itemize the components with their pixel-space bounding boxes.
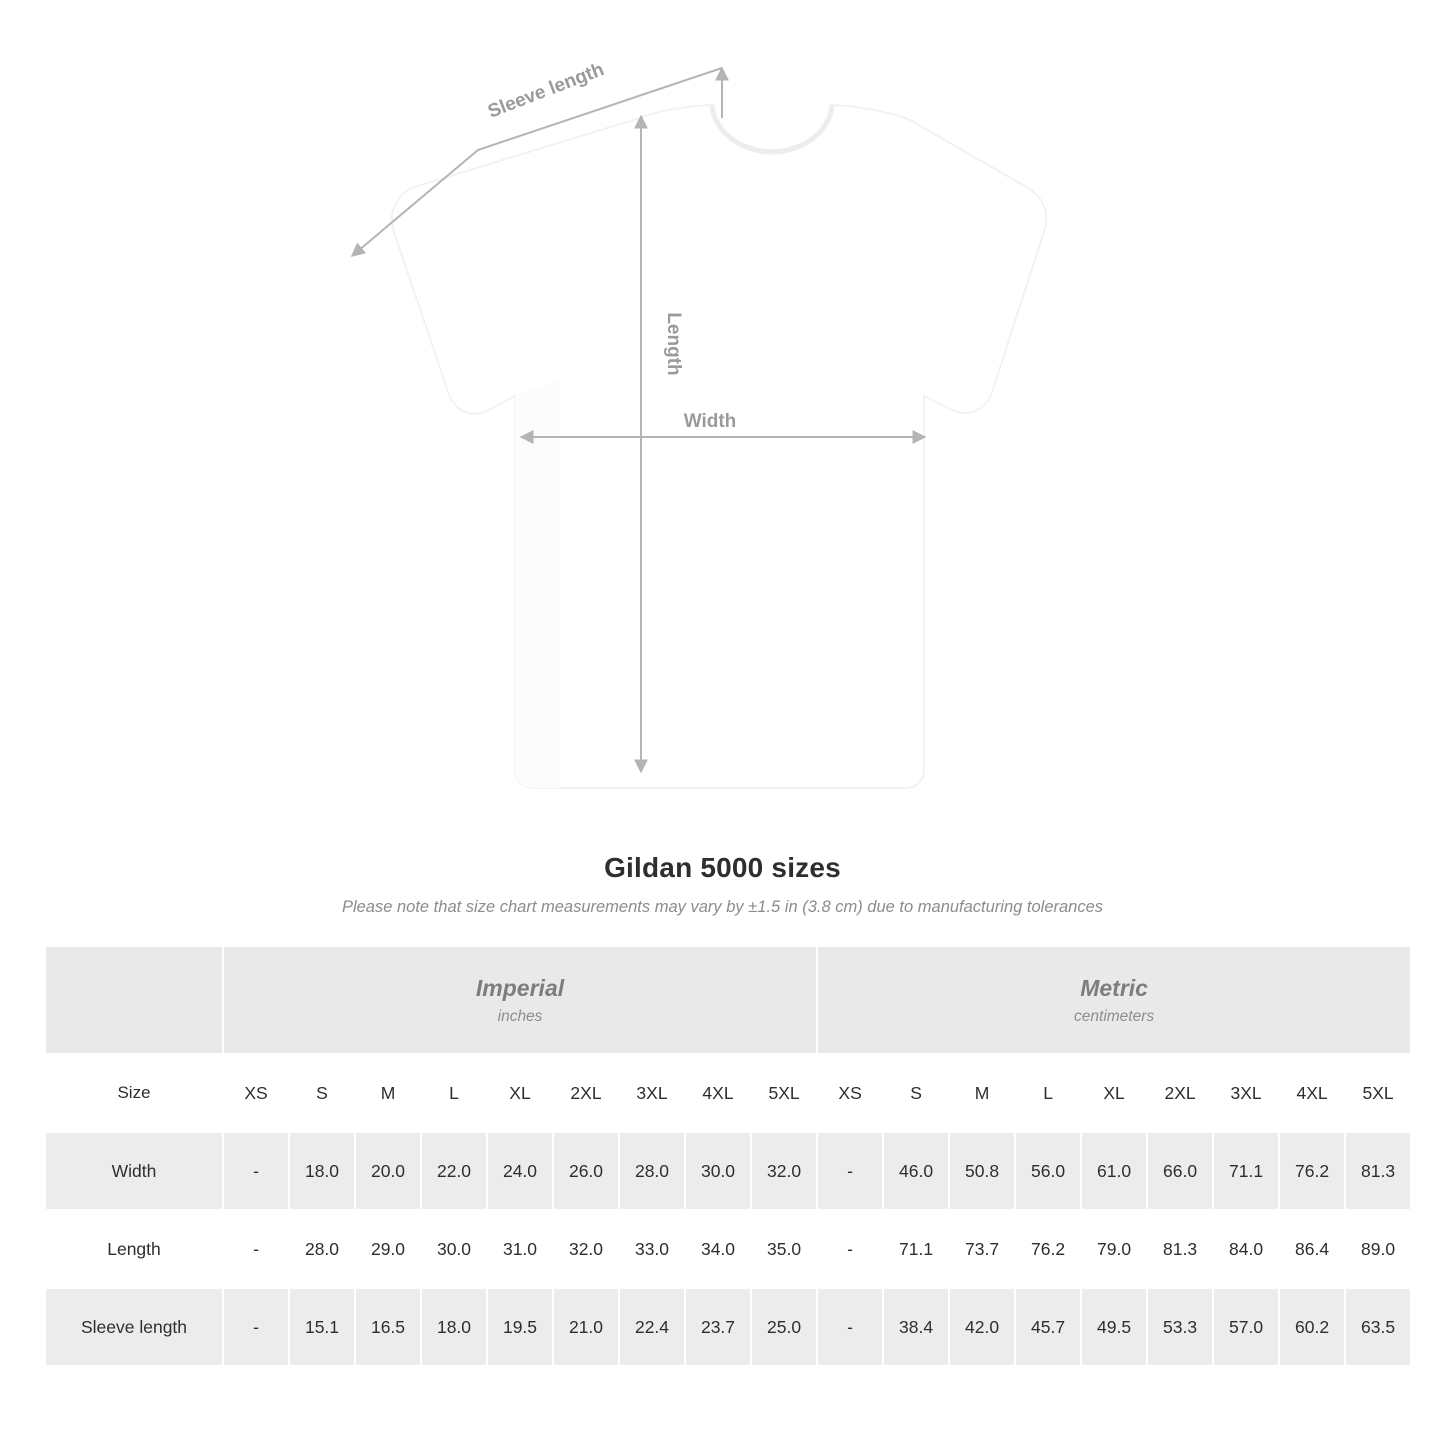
cell-width-imperial-2xl: 26.0 — [553, 1132, 619, 1210]
cell-length-imperial-4xl: 34.0 — [685, 1210, 751, 1288]
row-label-length: Length — [45, 1210, 223, 1288]
cell-sleeve-imperial-3xl: 22.4 — [619, 1288, 685, 1366]
unit-header-row — [45, 946, 1411, 1054]
cell-sleeve-metric-l: 45.7 — [1015, 1288, 1081, 1366]
cell-width-metric-s: 46.0 — [883, 1132, 949, 1210]
header-imperial-xl: XL — [487, 1054, 553, 1132]
cell-sleeve-imperial-xs: - — [223, 1288, 289, 1366]
sleeve-length-label: Sleeve length — [485, 59, 607, 123]
cell-sleeve-imperial-xl: 19.5 — [487, 1288, 553, 1366]
header-imperial-m: M — [355, 1054, 421, 1132]
cell-length-metric-m: 73.7 — [949, 1210, 1015, 1288]
header-metric-s: S — [883, 1054, 949, 1132]
header-imperial-5xl: 5XL — [751, 1054, 817, 1132]
header-imperial-xs: XS — [223, 1054, 289, 1132]
cell-length-imperial-5xl: 35.0 — [751, 1210, 817, 1288]
header-metric-xl: XL — [1081, 1054, 1147, 1132]
cell-length-imperial-l: 30.0 — [421, 1210, 487, 1288]
cell-width-metric-l: 56.0 — [1015, 1132, 1081, 1210]
header-size: Size — [45, 1054, 223, 1132]
cell-length-metric-3xl: 84.0 — [1213, 1210, 1279, 1288]
cell-sleeve-imperial-2xl: 21.0 — [553, 1288, 619, 1366]
size-table — [44, 945, 1412, 1367]
cell-width-metric-xs: - — [817, 1132, 883, 1210]
unit-header-spacer — [45, 946, 223, 1054]
cell-sleeve-metric-3xl: 57.0 — [1213, 1288, 1279, 1366]
header-metric-m: M — [949, 1054, 1015, 1132]
unit-header-metric — [817, 946, 1411, 1054]
cell-width-imperial-5xl: 32.0 — [751, 1132, 817, 1210]
cell-width-metric-m: 50.8 — [949, 1132, 1015, 1210]
cell-sleeve-imperial-m: 16.5 — [355, 1288, 421, 1366]
chart-title: Gildan 5000 sizes — [604, 852, 841, 883]
cell-width-metric-3xl: 71.1 — [1213, 1132, 1279, 1210]
table-row — [45, 1288, 1411, 1366]
cell-sleeve-imperial-5xl: 25.0 — [751, 1288, 817, 1366]
header-imperial-4xl: 4XL — [685, 1054, 751, 1132]
unit-sub-metric: centimeters — [1074, 1008, 1155, 1026]
row-label-width: Width — [45, 1132, 223, 1210]
cell-length-imperial-xl: 31.0 — [487, 1210, 553, 1288]
header-metric-4xl: 4XL — [1279, 1054, 1345, 1132]
row-label-sleeve-length: Sleeve length — [45, 1288, 223, 1366]
cell-sleeve-metric-5xl: 63.5 — [1345, 1288, 1411, 1366]
cell-width-imperial-xl: 24.0 — [487, 1132, 553, 1210]
cell-width-metric-2xl: 66.0 — [1147, 1132, 1213, 1210]
cell-width-metric-5xl: 81.3 — [1345, 1132, 1411, 1210]
cell-length-imperial-2xl: 32.0 — [553, 1210, 619, 1288]
cell-length-metric-xl: 79.0 — [1081, 1210, 1147, 1288]
cell-length-imperial-xs: - — [223, 1210, 289, 1288]
table-row — [45, 1210, 1411, 1288]
cell-width-imperial-xs: - — [223, 1132, 289, 1210]
cell-sleeve-metric-2xl: 53.3 — [1147, 1288, 1213, 1366]
cell-width-imperial-s: 18.0 — [289, 1132, 355, 1210]
header-metric-xs: XS — [817, 1054, 883, 1132]
cell-sleeve-imperial-4xl: 23.7 — [685, 1288, 751, 1366]
cell-length-imperial-s: 28.0 — [289, 1210, 355, 1288]
unit-header-imperial — [223, 946, 817, 1054]
cell-length-metric-xs: - — [817, 1210, 883, 1288]
cell-length-metric-l: 76.2 — [1015, 1210, 1081, 1288]
header-imperial-2xl: 2XL — [553, 1054, 619, 1132]
cell-length-metric-4xl: 86.4 — [1279, 1210, 1345, 1288]
cell-length-metric-5xl: 89.0 — [1345, 1210, 1411, 1288]
chart-note: Please note that size chart measurements may vary by ±1.5 in (3.8 cm) due to manufacturing tolerances — [341, 898, 1104, 916]
cell-length-imperial-m: 29.0 — [355, 1210, 421, 1288]
cell-length-imperial-3xl: 33.0 — [619, 1210, 685, 1288]
header-imperial-l: L — [421, 1054, 487, 1132]
cell-width-imperial-m: 20.0 — [355, 1132, 421, 1210]
header-metric-3xl: 3XL — [1213, 1054, 1279, 1132]
cell-width-metric-4xl: 76.2 — [1279, 1132, 1345, 1210]
cell-width-imperial-3xl: 28.0 — [619, 1132, 685, 1210]
size-header-row — [45, 1054, 1411, 1132]
cell-sleeve-metric-xs: - — [817, 1288, 883, 1366]
cell-sleeve-metric-xl: 49.5 — [1081, 1288, 1147, 1366]
header-metric-l: L — [1015, 1054, 1081, 1132]
header-metric-2xl: 2XL — [1147, 1054, 1213, 1132]
cell-sleeve-metric-m: 42.0 — [949, 1288, 1015, 1366]
cell-length-metric-2xl: 81.3 — [1147, 1210, 1213, 1288]
cell-sleeve-metric-s: 38.4 — [883, 1288, 949, 1366]
table-row — [45, 1132, 1411, 1210]
length-label: Length — [663, 312, 684, 376]
unit-sub-imperial: inches — [497, 1008, 543, 1026]
cell-length-metric-s: 71.1 — [883, 1210, 949, 1288]
header-imperial-s: S — [289, 1054, 355, 1132]
cell-sleeve-imperial-s: 15.1 — [289, 1288, 355, 1366]
cell-width-imperial-l: 22.0 — [421, 1132, 487, 1210]
cell-width-metric-xl: 61.0 — [1081, 1132, 1147, 1210]
header-metric-5xl: 5XL — [1345, 1054, 1411, 1132]
unit-title-imperial: Imperial — [475, 974, 565, 1001]
cell-width-imperial-4xl: 30.0 — [685, 1132, 751, 1210]
width-label: Width — [683, 411, 737, 432]
header-imperial-3xl: 3XL — [619, 1054, 685, 1132]
cell-sleeve-imperial-l: 18.0 — [421, 1288, 487, 1366]
size-table-wrapper — [0, 917, 1445, 1367]
unit-title-metric: Metric — [1080, 974, 1148, 1001]
tshirt-shape — [392, 105, 1046, 788]
cell-sleeve-metric-4xl: 60.2 — [1279, 1288, 1345, 1366]
